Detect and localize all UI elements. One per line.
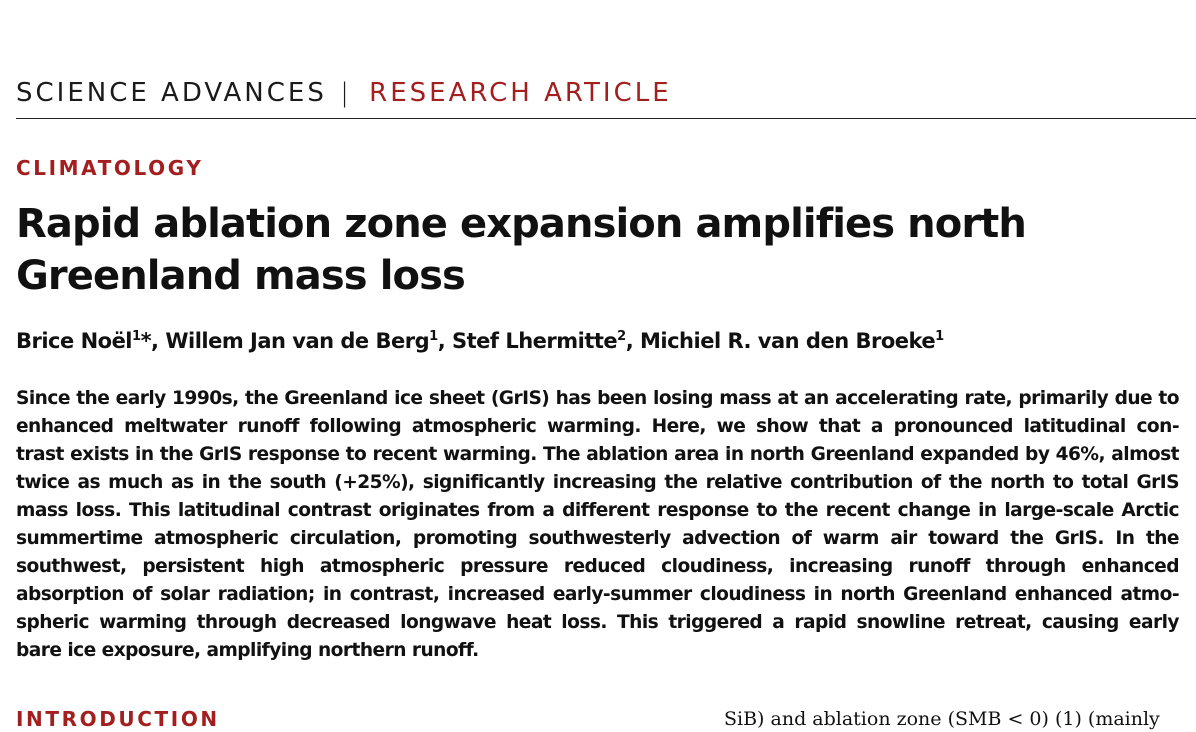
abstract-line: twice as much as in the south (+25%), significantly increasing the relative contribution of the north to total GrIS: [16, 472, 1179, 493]
header-rule: [16, 118, 1196, 119]
abstract: [16, 385, 1179, 665]
body-text-fragment: SiB) and ablation zone (SMB < 0) (1) (mainly: [724, 708, 1160, 730]
abstract-line: bare ice exposure, amplifying northern runoff.: [16, 640, 479, 661]
author-name[interactable]: Brice Noël: [16, 329, 133, 353]
abstract-line: Since the early 1990s, the Greenland ice sheet (GrIS) has been losing mass at an accelerating rate, primarily due to: [16, 388, 1179, 409]
article-title: [16, 198, 1116, 302]
section-label: CLIMATOLOGY: [16, 156, 204, 180]
journal-masthead: [16, 76, 672, 110]
affiliation-marker: 2: [617, 329, 626, 344]
title-line: Rapid ablation zone expansion amplifies north: [16, 201, 1026, 247]
abstract-line: absorption of solar radiation; in contrast, increased early-summer cloudiness in north Greenland enhanced atmo-: [16, 584, 1179, 605]
abstract-line: summertime atmospheric circulation, promoting southwesterly advection of warm air toward the GrIS. In the: [16, 528, 1179, 549]
author-name[interactable]: Stef Lhermitte: [451, 329, 618, 353]
abstract-line: enhanced meltwater runoff following atmospheric warming. Here, we show that a pronounced latitudinal con-: [16, 416, 1179, 437]
masthead-separator: |: [340, 78, 352, 108]
affiliation-marker: 1: [132, 329, 141, 344]
affiliation-marker: 1: [429, 329, 438, 344]
article-type: RESEARCH ARTICLE: [369, 78, 672, 108]
author-name[interactable]: Michiel R. van den Broeke: [640, 329, 936, 353]
author-separator: ,: [625, 329, 641, 353]
affiliation-marker: 1: [935, 329, 944, 344]
author-name[interactable]: Willem Jan van de Berg: [165, 329, 430, 353]
journal-name: SCIENCE ADVANCES: [16, 78, 327, 108]
title-line: Greenland mass loss: [16, 253, 465, 299]
abstract-line: trast exists in the GrIS response to recent warming. The ablation area in north Greenland expanded by 46%, almost: [16, 444, 1179, 465]
abstract-line: mass loss. This latitudinal contrast originates from a different response to the recent change in large-scale Arctic: [16, 500, 1179, 521]
author-separator: *,: [140, 329, 166, 353]
author-list: [16, 326, 944, 356]
author-separator: ,: [437, 329, 452, 353]
abstract-line: southwest, persistent high atmospheric pressure reduced cloudiness, increasing runoff through enhanced: [16, 556, 1179, 577]
abstract-line: spheric warming through decreased longwave heat loss. This triggered a rapid snowline retreat, causing early: [16, 612, 1179, 633]
introduction-heading: INTRODUCTION: [16, 707, 220, 731]
